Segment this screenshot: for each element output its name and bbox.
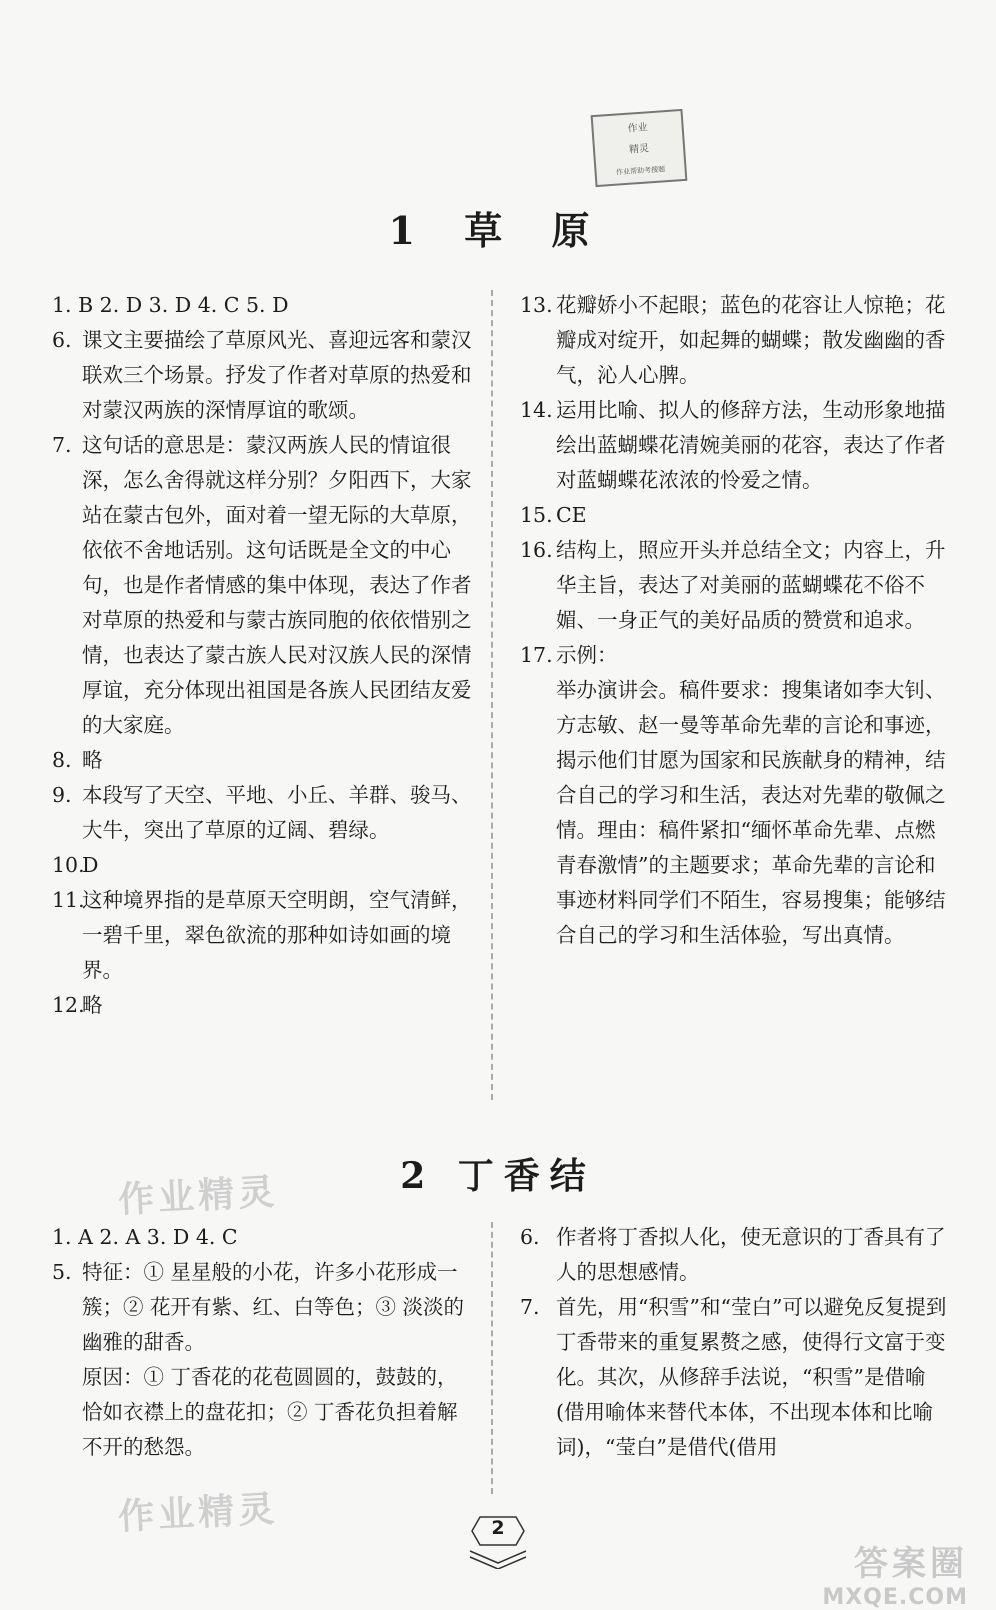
answer-item — [520, 638, 948, 673]
answer-item — [52, 848, 472, 883]
answer-text: 作者将丁香拟人化，使无意识的丁香具有了人的思想感情。 — [556, 1225, 946, 1284]
answer-text: 本段写了天空、平地、小丘、羊群、骏马、大牛，突出了草原的辽阔、碧绿。 — [82, 783, 472, 842]
answer-item — [52, 1255, 472, 1360]
section1-title: 1 草 原 — [388, 208, 608, 253]
answer-number: 13. — [520, 293, 553, 317]
answer-item — [52, 288, 472, 323]
answer-number: 17. — [520, 643, 553, 667]
stamp-logo — [591, 109, 688, 187]
answer-number: 14. — [520, 398, 553, 422]
logo-line2: MXQE.COM — [822, 1585, 968, 1610]
answer-text: 这种境界指的是草原天空明朗，空气清鲜，一碧千里，翠色欲流的那种如诗如画的境界。 — [82, 888, 472, 982]
answer-item — [520, 1220, 948, 1290]
section1-right-column — [520, 288, 948, 953]
answer-number: 10. — [52, 853, 85, 877]
answer-item — [520, 498, 948, 533]
section2-right-column — [520, 1220, 948, 1465]
answer-number: 7. — [52, 433, 72, 457]
answer-text: 特征：① 星星般的小花，许多小花形成一簇；② 花开有紫、红、白等色；③ 淡淡的幽雅的甜香。 — [82, 1260, 465, 1354]
answer-text: 这句话的意思是：蒙汉两族人民的情谊很深，怎么舍得就这样分别？夕阳西下，大家站在蒙古包外，面对着一望无际的大草原，依依不舍地话别。这句话既是全文的中心句，也是作者情感的集中体现，表达了作者对草原的热爱和与蒙古族同胞的依依惜别之情，也表达了蒙古族人民对汉族人民的深情厚谊，充分体现出祖国是各族人民团结友爱的大家庭。 — [82, 433, 472, 737]
stamp-line1: 作业 — [627, 122, 648, 135]
answer-text: 结构上，照应开头并总结全文；内容上，升华主旨，表达了对美丽的蓝蝴蝶花不俗不媚、一身正气的美好品质的赞赏和追求。 — [556, 538, 946, 632]
answer-text: 略 — [82, 993, 103, 1017]
answer-item — [520, 533, 948, 638]
answer-item — [520, 1290, 948, 1465]
answer-item — [52, 883, 472, 988]
answer-text: 课文主要描绘了草原风光、喜迎远客和蒙汉联欢三个场景。抒发了作者对草原的热爱和对蒙汉两族的深情厚谊的歌颂。 — [82, 328, 472, 422]
footer-watermark-logo — [822, 1536, 968, 1610]
answer-text: 示例： — [556, 643, 618, 667]
answer-text: 花瓣娇小不起眼；蓝色的花容让人惊艳；花瓣成对绽开，如起舞的蝴蝶；散发幽幽的香气，沁人心脾。 — [556, 293, 946, 387]
column-divider — [491, 1222, 493, 1494]
section2-left-column — [52, 1220, 472, 1465]
answer-number: 11. — [52, 888, 85, 912]
column-divider — [491, 290, 493, 1100]
answer-number: 9. — [52, 783, 72, 807]
stamp-line2: 精灵 — [628, 143, 650, 156]
answer-text: 略 — [82, 748, 103, 772]
answer-text: 运用比喻、拟人的修辞方法，生动形象地描绘出蓝蝴蝶花清婉美丽的花容，表达了作者对蓝蝴蝶花浓浓的怜爱之情。 — [556, 398, 946, 492]
answer-number: 16. — [520, 538, 553, 562]
answer-item — [52, 743, 472, 778]
logo-line1: 答案圈 — [854, 1544, 968, 1584]
answer-number: 12. — [52, 993, 85, 1017]
page-number-text: 2 — [491, 1517, 505, 1539]
answer-number: 8. — [52, 748, 72, 772]
stamp-line3: 作业帮助考搜题 — [615, 165, 666, 177]
answer-item — [520, 288, 948, 393]
answer-number: 6. — [52, 328, 72, 352]
answer-text: 首先，用“积雪”和“莹白”可以避免反复提到丁香带来的重复累赘之感，使得行文富于变化。其次，从修辞手法说，“积雪”是借喻(借用喻体来替代本体，不出现本体和比喻词)，“莹白”是借代(借用 — [556, 1295, 947, 1459]
watermark-text: 作业精灵 — [117, 1488, 280, 1539]
answer-number: 15. — [520, 503, 553, 527]
answer-number: 5. — [52, 1260, 72, 1284]
page-number — [462, 1513, 534, 1569]
answer-item — [52, 323, 472, 428]
answer-text: D — [82, 853, 99, 877]
answer-item — [52, 1220, 472, 1255]
answer-text: 1. B 2. D 3. D 4. C 5. D — [52, 293, 289, 317]
answer-item — [52, 988, 472, 1023]
answer-item — [52, 428, 472, 743]
watermark-text: 作业精灵 — [117, 1171, 280, 1222]
answer-continuation: 举办演讲会。稿件要求：搜集诸如李大钊、方志敏、赵一曼等革命先辈的言论和事迹，揭示他们甘愿为国家和民族献身的精神，结合自己的学习和生活，表达对先辈的敬佩之情。理由：稿件紧扣“缅怀革命先辈、点燃青春激情”的主题要求；革命先辈的言论和事迹材料同学们不陌生，容易搜集；能够结合自己的学习和生活体验，写出真情。 — [556, 678, 946, 947]
section2-title: 2 丁香结 — [400, 1155, 596, 1197]
answer-text: CE — [556, 503, 587, 527]
answer-number: 6. — [520, 1225, 540, 1249]
section1-left-column — [52, 288, 472, 1023]
answer-number: 7. — [520, 1295, 540, 1319]
answer-item — [52, 778, 472, 848]
answer-continuation: 原因：① 丁香花的花苞圆圆的，鼓鼓的，恰如衣襟上的盘花扣；② 丁香花负担着解不开的愁怨。 — [82, 1365, 458, 1459]
answer-text: 1. A 2. A 3. D 4. C — [52, 1225, 238, 1249]
answer-item — [520, 393, 948, 498]
